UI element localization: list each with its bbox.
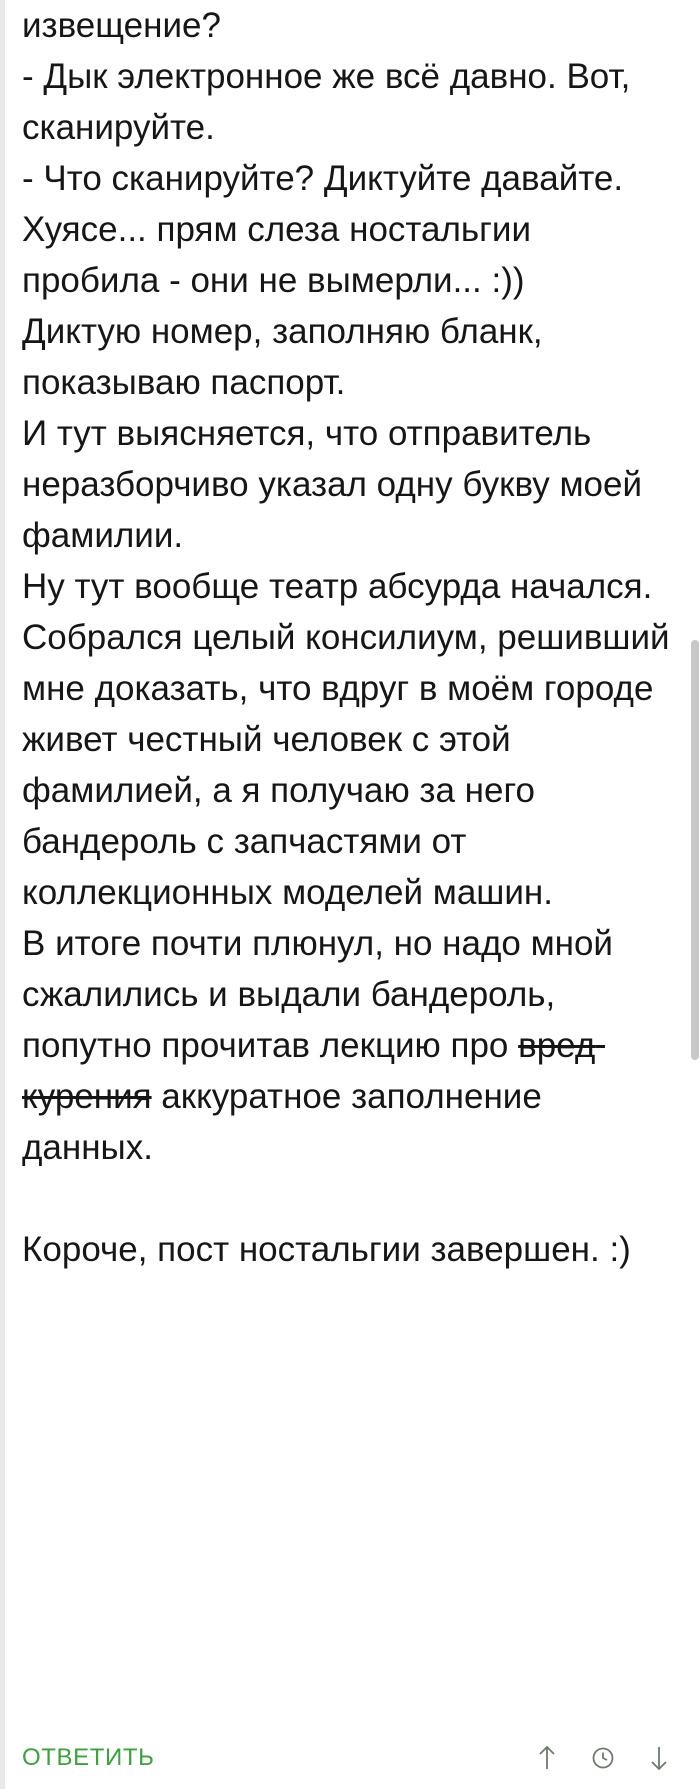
final-paragraph-suffix: аккуратное заполнение данных. [22,1077,552,1167]
comment-paragraph-3: - Что сканируйте? Диктуйте давайте. [22,159,624,198]
final-paragraph-strikethrough: вред курения [22,1026,606,1116]
final-paragraph-prefix: В итоге почти плюнул, но надо мной сжалились и выдали бандероль, попутно прочитав лекцию про [22,924,623,1065]
comment-thread-indent-bar [0,0,5,1789]
arrow-down-icon[interactable] [646,1743,672,1773]
scrollbar-thumb[interactable] [691,640,699,1060]
comment-paragraph-2: - Дык электронное же всё давно. Вот, сканируйте. [22,57,641,147]
arrow-up-icon[interactable] [534,1743,560,1773]
clock-icon[interactable] [590,1743,616,1773]
comment-paragraph-8 [22,918,672,1173]
paragraph-spacer [22,1173,672,1224]
comment-paragraph-4: Хуясе... прям слеза ностальгии пробила - они не вымерли... :)) [22,210,541,300]
scrollbar[interactable] [690,0,700,1789]
footer-actions [534,1743,672,1773]
comment-paragraph-6: И тут выясняется, что отправитель неразборчиво указал одну букву моей фамилии. [22,414,652,555]
comment-paragraph-1: извещение? [22,6,221,45]
comment-closing: Короче, пост ностальгии завершен. :) [22,1230,631,1269]
reply-button[interactable]: ОТВЕТИТЬ [22,1744,155,1771]
comment-paragraph-5: Диктую номер, заполняю бланк, показываю паспорт. [22,312,553,402]
comment-paragraph-7: Ну тут вообще театр абсурда начался. Собрался целый консилиум, решивший мне доказать, что вдруг в моём городе живет честный человек с этой фамилией, а я получаю за него бандероль с запчастями от коллекционных моделей машин. [22,567,680,912]
comment-footer [0,1735,700,1781]
